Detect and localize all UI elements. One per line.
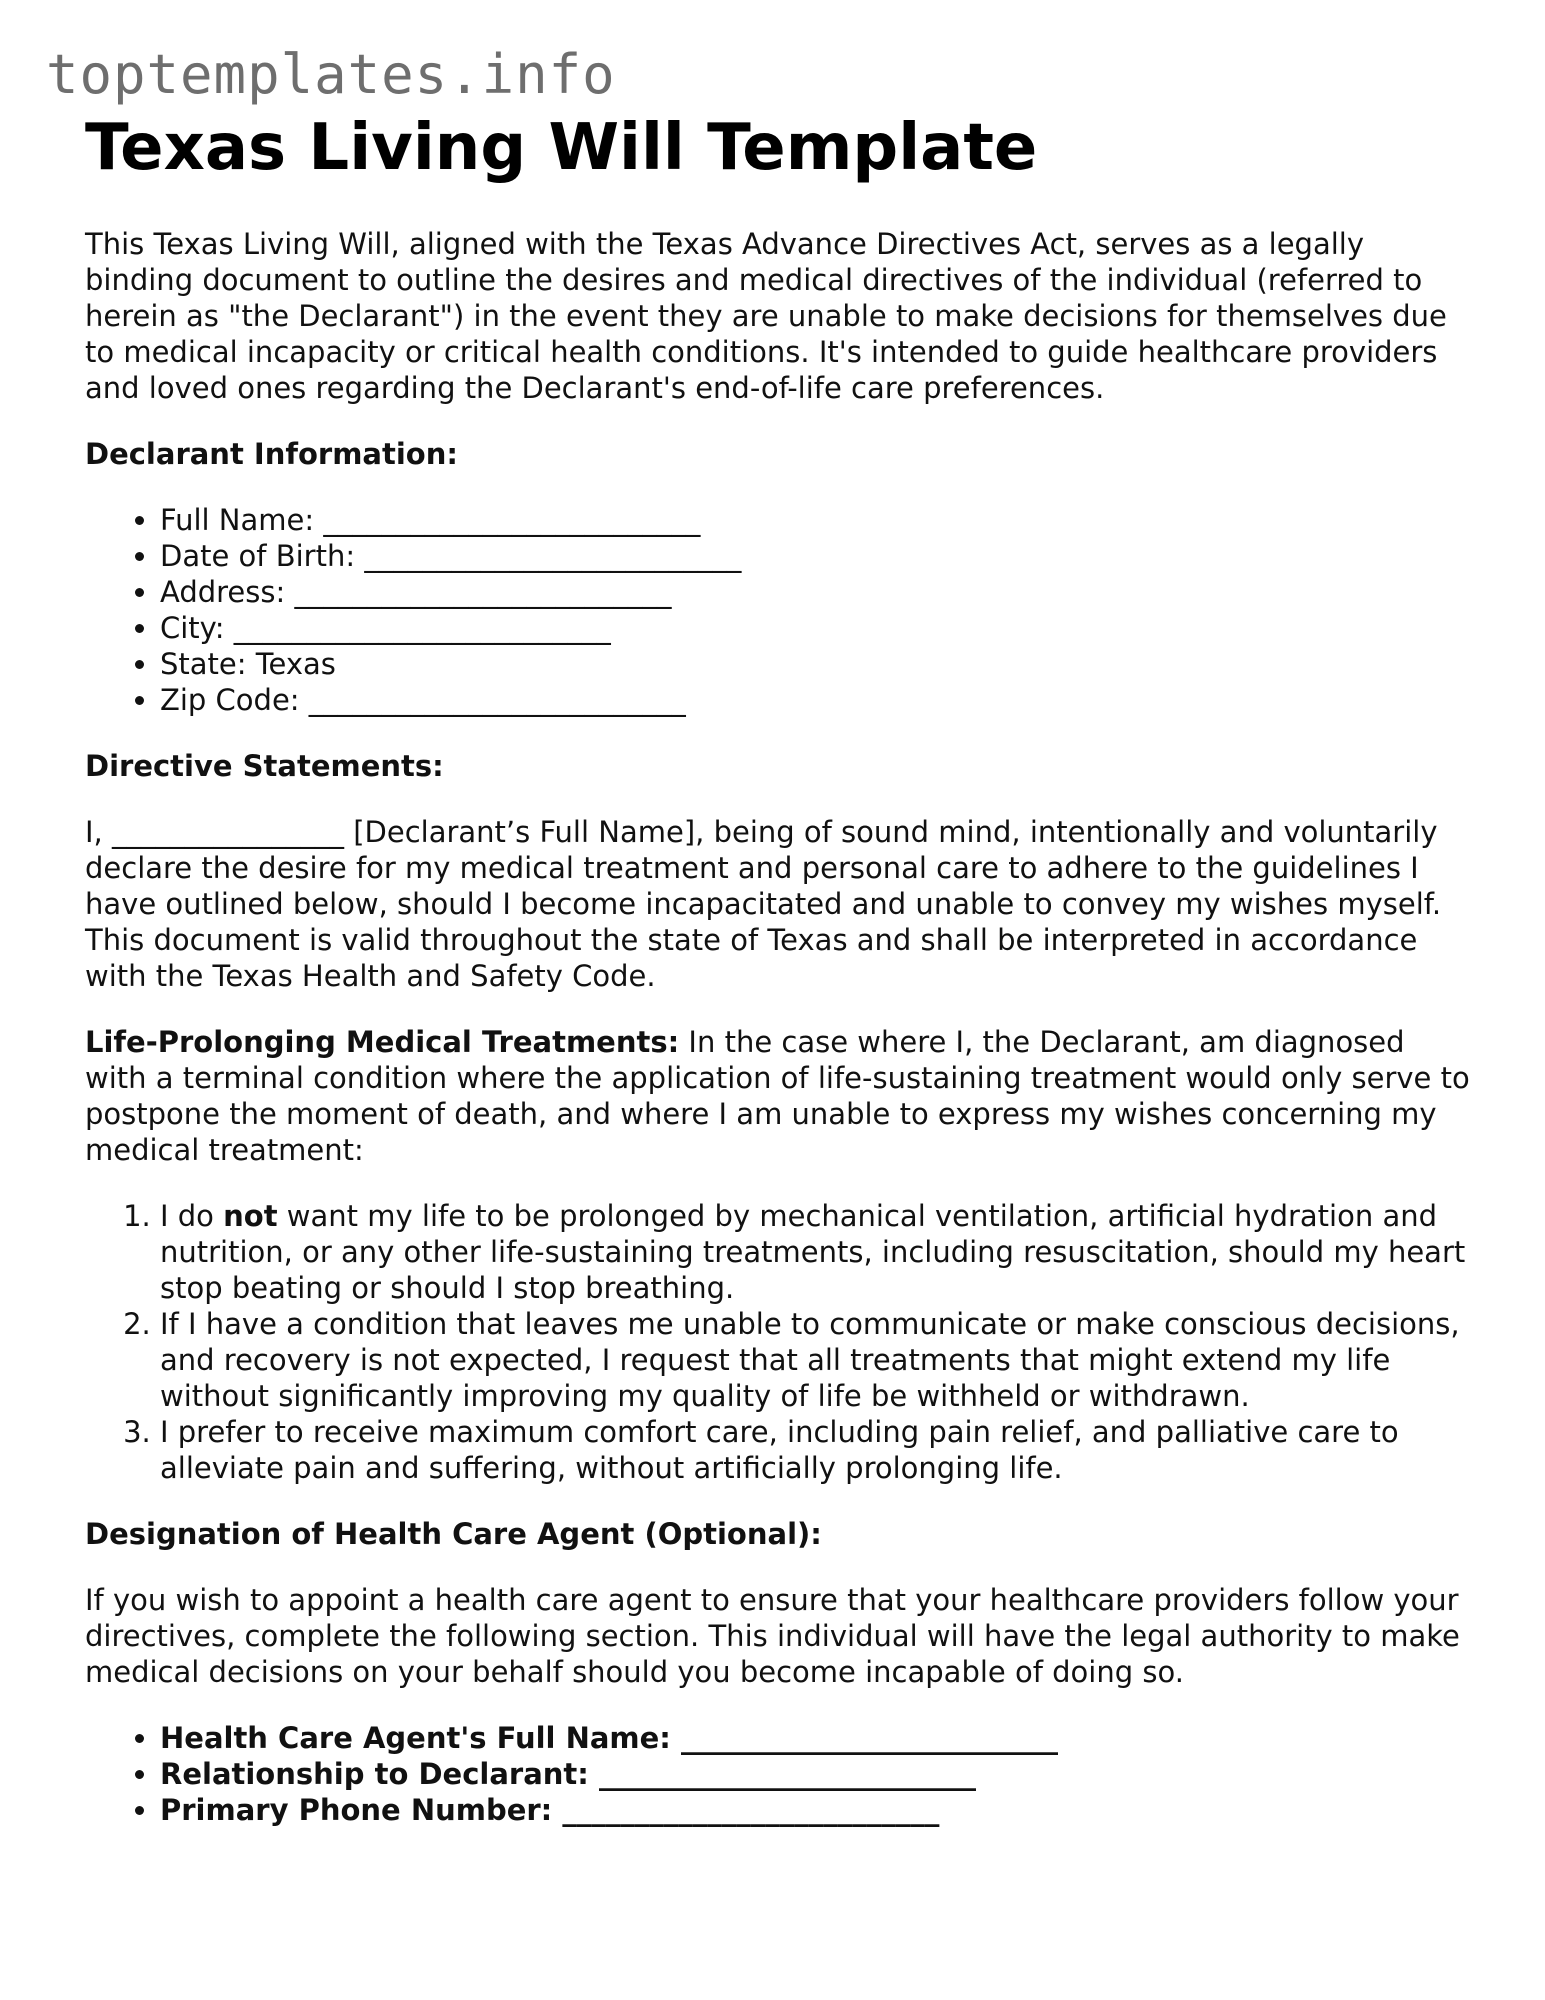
treatments-text: In the case where I, the Declarant, am diagnosed with a terminal condition where the application of life-sustaining treatment would only serve to postpone the moment of death, and where I am unable to express my wishes concerning my medical treatment: xyxy=(85,1025,1470,1167)
list-item: • Relationship to Declarant: __________________________ xyxy=(160,1756,1475,1792)
list-item: • City: __________________________ xyxy=(160,610,1475,646)
item-text: I do xyxy=(160,1199,224,1233)
list-item: • Primary Phone Number: __________________________ xyxy=(160,1792,1475,1828)
page-title: Texas Living Will Template xyxy=(85,111,1038,185)
list-item: • Health Care Agent's Full Name: __________________________ xyxy=(160,1720,1475,1756)
treatments-list xyxy=(85,1198,1475,1486)
list-item xyxy=(160,1198,1475,1306)
document-page xyxy=(85,110,1475,1858)
intro-paragraph: This Texas Living Will, aligned with the Texas Advance Directives Act, serves as a legally binding document to outline the desires and medical directives of the individual (referred to herein as "the Declarant") in the event they are unable to make decisions for themselves due to medical incapacity or critical health conditions. It's intended to guide healthcare providers and loved ones regarding the Declarant's end-of-life care preferences. xyxy=(85,227,1447,405)
directive-paragraph: I, ________________ [Declarant’s Full Name], being of sound mind, intentionally and voluntarily declare the desire for my medical treatment and personal care to adhere to the guidelines I have outlined below, should I become incapacitated and unable to convey my wishes myself. This document is valid throughout the state of Texas and shall be interpreted in accordance with the Texas Health and Safety Code. xyxy=(85,815,1442,993)
agent-heading: Designation of Health Care Agent (Optional): xyxy=(85,1517,822,1551)
treatments-paragraph xyxy=(85,1024,1475,1168)
declarant-heading: Declarant Information: xyxy=(85,437,458,471)
list-item: 3. I prefer to receive maximum comfort care, including pain relief, and palliative care to alleviate pain and suffering, without artificially prolonging life. xyxy=(160,1414,1475,1486)
treatments-label: Life-Prolonging Medical Treatments: xyxy=(85,1025,680,1059)
item-emphasis: not xyxy=(223,1199,278,1233)
list-item: • Full Name: __________________________ xyxy=(160,502,1475,538)
directive-heading: Directive Statements: xyxy=(85,749,444,783)
item-text: want my life to be prolonged by mechanical ventilation, artificial hydration and nutrition, or any other life-sustaining treatments, including resuscitation, should my heart stop beating or should I stop breathing. xyxy=(160,1199,1466,1305)
list-item: 2. If I have a condition that leaves me unable to communicate or make conscious decisions, and recovery is not expected, I request that all treatments that might extend my life without significantly improving my quality of life be withheld or withdrawn. xyxy=(160,1306,1475,1414)
list-item: • State: Texas xyxy=(160,646,1475,682)
agent-list xyxy=(85,1720,1475,1828)
declarant-list xyxy=(85,502,1475,718)
agent-paragraph: If you wish to appoint a health care agent to ensure that your healthcare providers follow your directives, complete the following section. This individual will have the legal authority to make medical decisions on your behalf should you become incapable of doing so. xyxy=(85,1583,1460,1689)
list-item: • Address: __________________________ xyxy=(160,574,1475,610)
list-item: • Zip Code: __________________________ xyxy=(160,682,1475,718)
watermark: toptemplates.info xyxy=(46,43,616,106)
list-item: • Date of Birth: __________________________ xyxy=(160,538,1475,574)
